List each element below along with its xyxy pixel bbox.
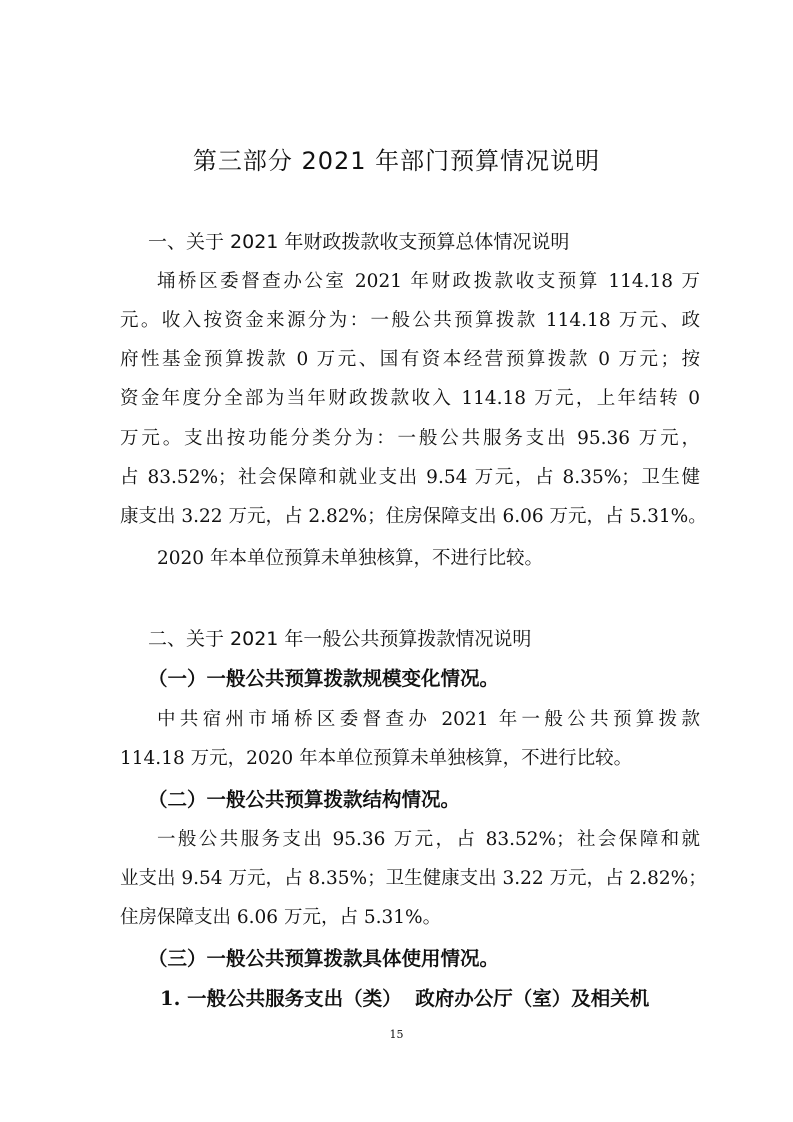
section-1-para-line: 元。收入按资金来源分为：一般公共预算拨款 114.18 万元、政 — [120, 310, 700, 331]
page-title: 第三部分 2021 年部门预算情况说明 — [192, 147, 601, 175]
subsection-1-heading: （一）一般公共预算拨款规模变化情况。 — [148, 667, 500, 690]
subsection-1-line: 114.18 万元，2020 年本单位预算未单独核算，不进行比较。 — [120, 748, 633, 769]
subsection-1-line: 中共宿州市埇桥区委督查办 2021 年一般公共预算拨款 — [157, 709, 700, 730]
subsection-2-heading: （二）一般公共预算拨款结构情况。 — [148, 788, 461, 811]
subsection-2-line: 一般公共服务支出 95.36 万元，占 83.52%；社会保障和就 — [157, 829, 700, 850]
section-2-heading: 二、关于 2021 年一般公共预算拨款情况说明 — [148, 628, 532, 650]
section-1-para-line: 万元。支出按功能分类分为：一般公共服务支出 95.36 万元， — [120, 428, 700, 449]
section-1-para-line: 康支出 3.22 万元，占 2.82%；住房保障支出 6.06 万元，占 5.31%。 — [120, 506, 707, 527]
section-1-para-line: 占 83.52%；社会保障和就业支出 9.54 万元，占 8.35%；卫生健 — [120, 467, 700, 488]
section-1-note: 2020 年本单位预算未单独核算，不进行比较。 — [157, 548, 543, 569]
page-number: 15 — [389, 1028, 404, 1041]
section-1-heading: 一、关于 2021 年财政拨款收支预算总体情况说明 — [148, 231, 570, 253]
subsection-3-item-1: 1. 一般公共服务支出（类） 政府办公厅（室）及相关机 — [160, 987, 650, 1010]
subsection-2-line: 住房保障支出 6.06 万元，占 5.31%。 — [120, 907, 442, 928]
section-1-para-line: 埇桥区委督查办公室 2021 年财政拨款收支预算 114.18 万 — [157, 271, 700, 292]
subsection-3-heading: （三）一般公共预算拨款具体使用情况。 — [148, 947, 500, 970]
section-1-para-line: 府性基金预算拨款 0 万元、国有资本经营预算拨款 0 万元；按 — [120, 349, 700, 370]
section-1-para-line: 资金年度分全部为当年财政拨款收入 114.18 万元，上年结转 0 — [120, 388, 700, 409]
subsection-2-line: 业支出 9.54 万元，占 8.35%；卫生健康支出 3.22 万元，占 2.82%； — [120, 868, 707, 889]
